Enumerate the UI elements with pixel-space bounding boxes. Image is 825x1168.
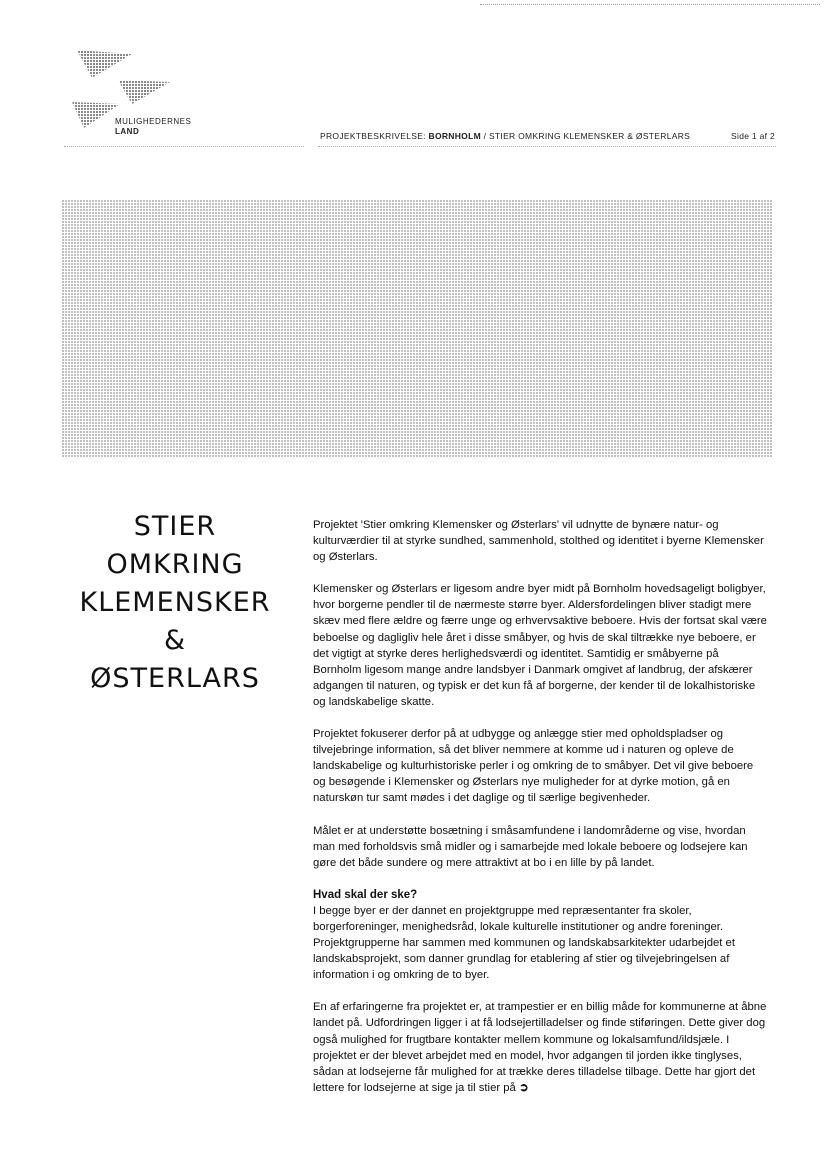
header-title: / STIER OMKRING KLEMENSKER & ØSTERLARS <box>480 131 691 141</box>
header-rule-right <box>318 146 776 147</box>
header-location: BORNHOLM <box>428 131 481 141</box>
paragraph-focus: Projektet fokuserer derfor på at udbygge og anlægge stier med opholdspladser og tilvejebringe information, så det bliver nemmere at komme ud i naturen og opleve de landskabelige og kulturhistoriske perler i og omkring de to småbyer. Det vil give beboere og besøgende i Klemensker og Østerlars nye muligheder for at dyrke motion, gå en naturskøn tur samt mødes i det daglige og til særlige begivenheder. <box>313 728 754 805</box>
header-rule-left <box>64 146 304 147</box>
paragraph-goal: Målet er at understøtte bosætning i småsamfundene i landområderne og vise, hvordan man med forholdsvis små midler og i samarbejde med lokale beboere og lodsejere kan gøre det både sundere og mere attraktivt at bo i en lille by på landet. <box>313 824 748 869</box>
page-header <box>320 131 775 141</box>
paragraph-background: Klemensker og Østerlars er ligesom andre byer midt på Bornholm hovedsageligt boligbyer, hvor borgerne pendler til de nærmeste større byer. Aldersfordelingen bliver stadigt mere skæv med flere ældre og færre unge og erhvervsaktive beboere. Hvis der fortsat skal være beboelse og dagligliv hele året i disse småbyer, og hvis de skal tiltrække nye beboere, er det vigtigt at styrke deres herlighedsværdi og identitet. Samtidig er småbyerne på Bornholm ligesom mange andre landsbyer i Danmark omgivet af landbrug, der afskærer adgangen til naturen, og typisk er det kun få af borgerne, der kender til de lokalhistoriske og landskabelige skatte. <box>313 583 767 708</box>
logo-line-1: MULIGHEDERNES <box>115 117 192 126</box>
continue-arrow-icon: ➲ <box>518 1081 529 1094</box>
title-line: STIER <box>133 511 217 542</box>
paragraph-groups: I begge byer er der dannet en projektgruppe med repræsentanter fra skoler, borgerforeninger, menighedsråd, lokale kulturelle institutioner og andre foreninger. Projektgrupperne har sammen med kommunen og landskabsarkitekter udarbejdet et landskabsprojekt, som danner grundlag for etablering af stier og tilvejebringelsen af information i og omkring de to byer. <box>313 904 735 982</box>
title-line: OMKRING <box>106 549 244 580</box>
section-heading: Hvad skal der ske? <box>313 888 418 901</box>
logo-line-2: LAND <box>115 127 140 136</box>
page-number: Side 1 af 2 <box>731 131 775 141</box>
title-line: KLEMENSKER <box>79 587 271 618</box>
logo-text <box>115 117 191 137</box>
body-text <box>313 517 768 1112</box>
title-line: ØSTERLARS <box>90 663 260 694</box>
header-prefix: PROJEKTBESKRIVELSE: <box>320 131 429 141</box>
paragraph-experience <box>313 999 768 1096</box>
title-line: & <box>163 625 187 656</box>
top-dotted-rule <box>480 4 820 5</box>
paragraph-intro: Projektet 'Stier omkring Klemensker og Østerlars' vil udnytte de bynære natur- og kulturværdier til at styrke sundhed, sammenhold, stolthed og identitet i byerne Klemensker og Østerlars. <box>313 519 764 564</box>
paragraph-experience-text: En af erfaringerne fra projektet er, at trampestier er en billig måde for kommunerne at åbne landet på. Udfordringen ligger i at få lodsejertilladelser og finde stiføringen. Dette giver dog også mulighed for frugtbare kontakter mellem kommune og lokalsamfund/ildsjæle. I projektet er der blevet arbejdet med en model, hvor adgangen til jorden ikke tinglyses, sådan at lodsejerne får mulighed for at trække deres tilladelse tilbage. Dette har gjort det lettere for lodsejerne at sige ja til stier på <box>313 1001 767 1094</box>
page-title <box>60 508 290 698</box>
landscape-photo <box>62 200 772 458</box>
